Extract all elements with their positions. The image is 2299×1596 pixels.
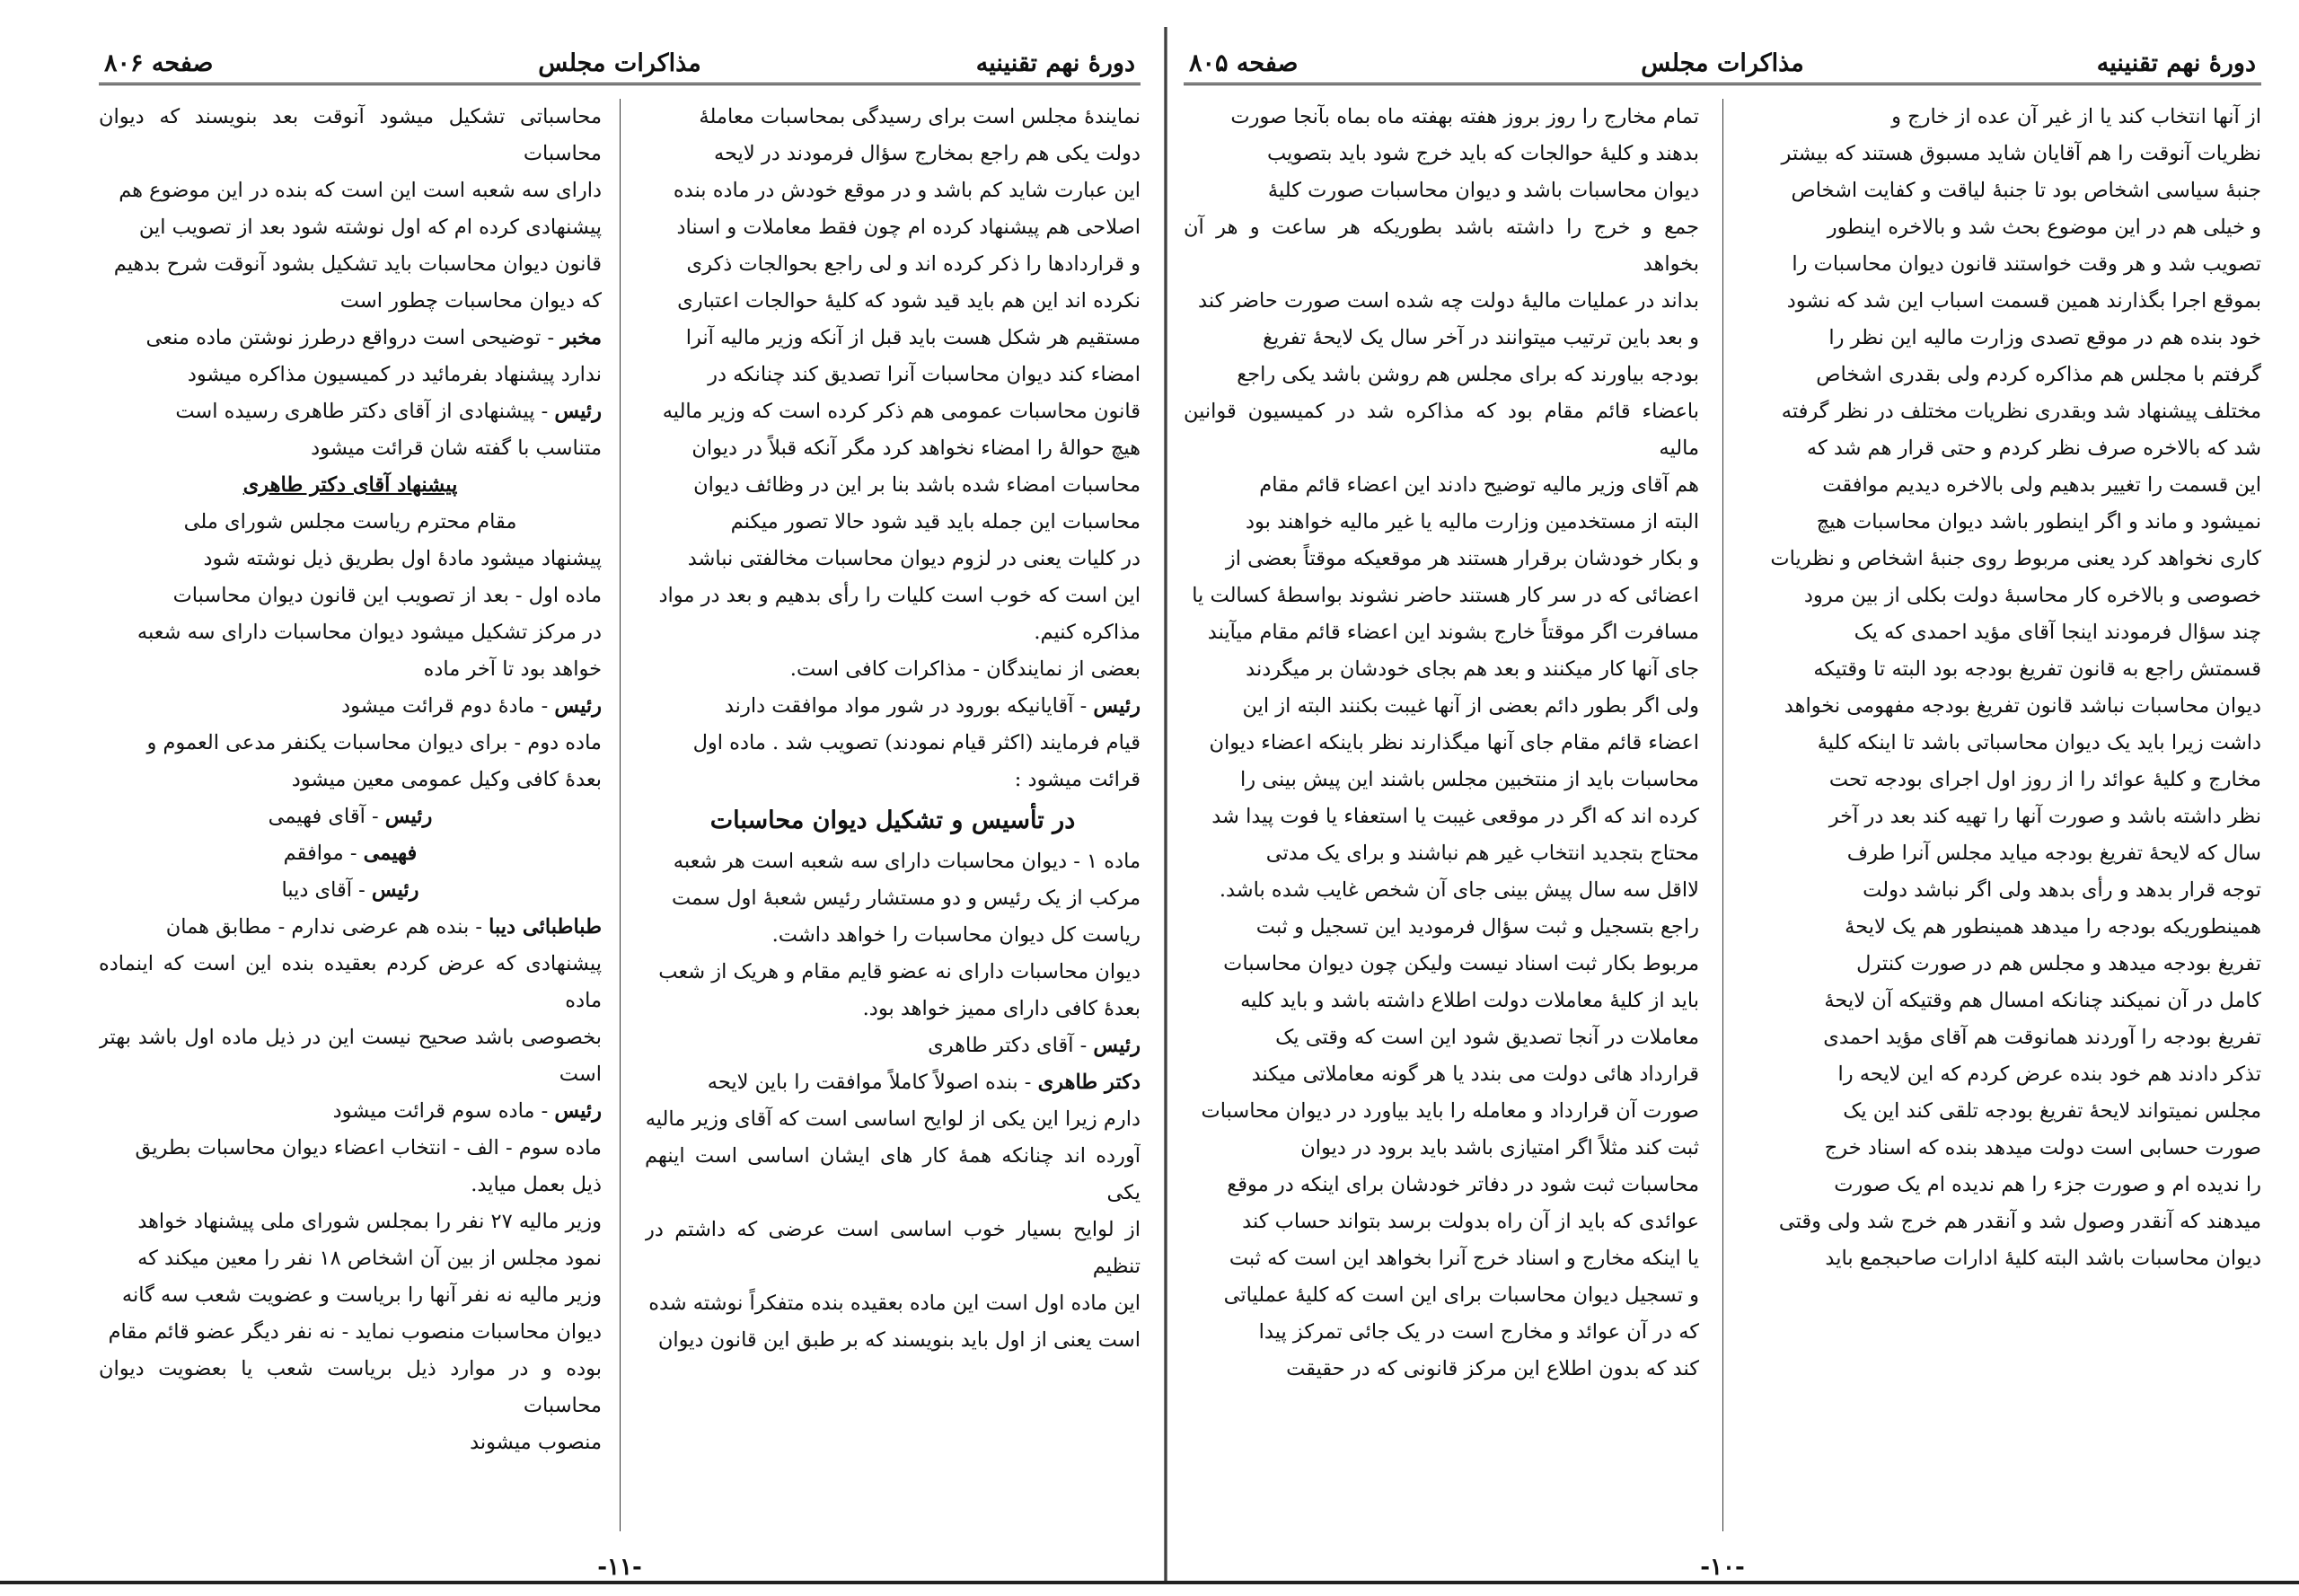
text-line: اصلاحی هم پیشنهاد کرده ام چون فقط معاملات و اسناد [676,216,1141,239]
text-line: بدهند و کلیهٔ حوالجات که باید خرج شود باید بتصویب [1266,142,1699,165]
text-line: آورده اند چنانکه همهٔ کار های ایشان اساسی است اینهم یکی [645,1144,1141,1204]
speaker-name: رئیس [384,805,433,828]
page-number-label: صفحه ۸۰۶ [104,49,214,77]
speech-line [99,835,602,872]
folio-number: -۱۰- [1700,1554,1745,1581]
text-line: لااقل سه سال پیش بینی جای آن شخص غایب شده باشد. [1219,878,1699,902]
text-line: سال که لایحهٔ تفریغ بودجه میاید مجلس آنرا طرف [1846,842,2261,865]
proposal-title [99,467,602,504]
text-line: که دیوان محاسبات چطور است [339,289,602,313]
text-line: دیوان محاسبات منصوب نماید - نه نفر دیگر عضو قائم مقام [108,1320,602,1344]
text-line: بعدهٔ کافی دارای ممیز خواهد بود. [862,997,1141,1020]
text-line: محاسبات امضاء شده باشد بنا بر این در وظائف دیوان [693,473,1141,497]
text-line: گرفتم با مجلس هم مذاکره کردم ولی بقدری اشخاص [1816,363,2261,386]
text-line: باعضاء قائم مقام بود که مذاکره شد در کمیسیون قوانین مالیه [1184,400,1699,460]
text-line: قسمتش راجع به قانون تفریغ بودجه بود البته تا وقتیکه [1813,657,2261,681]
text-line: مسافرت اگر موقتاً خارج بشوند این اعضاء قائم مقام میآیند [1207,621,1699,644]
speech-line [645,1064,1141,1101]
speech-text: - ماده سوم قرائت میشود [332,1099,555,1123]
text-line: کرده اند که اگر در موقعی غیبت یا استعفاء یا فوت پیدا شد [1211,805,1699,828]
text-line: تذکر دادند هم خود بنده عرض کردم که این لایحه را [1837,1063,2261,1086]
section-heading: در تأسیس و تشکیل دیوان محاسبات [709,807,1076,834]
text-line: نظریات آنوقت را هم آقایان شاید مسبوق هستند که بیشتر [1781,142,2261,165]
text-line: جای آنها کار میکنند و بعد هم بجای خودشان بر میگردند [1246,657,1699,681]
text-line: نمیشود و ماند و اگر اینطور باشد دیوان محاسبات هیچ [1816,510,2261,533]
text-line: را ندیده ام و صورت جزء را هم ندیده ام یک صورت [1834,1173,2261,1196]
text-column-left [1184,99,1699,1531]
speech-line [99,872,602,909]
speaker-name: رئیس [1093,694,1141,718]
speaker-name: مخبر [560,326,602,349]
text-line: امضاء کند دیوان محاسبات آنرا تصدیق کند چنانکه در [708,363,1141,386]
text-line: مربوط بکار ثبت اسناد نیست ولیکن چون دیوان محاسبات [1223,952,1699,975]
text-line: این ماده اول است این ماده بعقیده بنده متفکراً نوشته شده [648,1292,1141,1315]
text-line: بودجه بیاورند که برای مجلس هم روشن باشد یکی راجع [1237,363,1699,386]
page-header [99,45,1141,85]
text-line: دیوان محاسبات نباشد قانون تفریغ بودجه مفهومی نخواهد [1784,694,2261,718]
text-line: که در آن عوائد و مخارج است در یک جائی تمرکز پیدا [1258,1320,1699,1344]
text-line: محاسبات این جمله باید قید شود حالا تصور میکنم [730,510,1141,533]
speech-line [645,688,1141,725]
text-line: مجلس نمیتواند لایحهٔ تفریغ بودجه تلقی کند این یک [1843,1099,2261,1123]
text-line: منصوب میشوند [470,1431,602,1454]
text-line: هیچ حوالهٔ را امضاء نخواهد کرد مگر آنکه قبلاً در دیوان [691,436,1141,460]
text-line: کاری نخواهد کرد یعنی مربوط روی جنبهٔ اشخاص و نظریات [1770,547,2261,570]
text-line: البته از مستخدمین وزارت مالیه یا غیر مالیه خواهند بود [1246,510,1699,533]
text-line: نمایندهٔ مجلس است برای رسیدگی بمحاسبات معاملهٔ [699,105,1141,128]
text-line: خصوصی و بالاخره کار محاسبهٔ دولت بکلی از بین مرود [1803,584,2261,607]
text-line: بوده و در موارد ذیل بریاست شعب یا بعضویت دیوان محاسبات [99,1357,602,1417]
text-columns [1184,99,2261,1531]
text-line: محاسباتی تشکیل میشود آنوقت بعد بنویسند که دیوان محاسبات [99,105,602,165]
text-line: تصویب شد و هر وقت خواستند قانون دیوان محاسبات را [1792,252,2261,276]
session-label: دورهٔ نهم تقنینیه [975,49,1135,77]
text-line: نمود مجلس از بین آن اشخاص ۱۸ نفر را معین میکند که [137,1247,602,1270]
text-line: قیام فرمایند (اکثر قیام نمودند) تصویب شد . ماده اول [692,731,1141,754]
book-gutter [1164,27,1167,1581]
text-line: محتاج بتجدید انتخاب غیر هم نباشند و برای یک مدتی [1265,842,1699,865]
text-line: محاسبات باید از منتخبین مجلس باشند این پیش بینی را [1239,768,1699,791]
speech-text: - بنده اصولاً کاملاً موافقت را باین لایحه [707,1071,1038,1094]
text-column-right [1753,99,2261,1531]
header-title: مذاکرات مجلس [1641,49,1804,77]
text-line: پیشنهادی کرده ام که اول نوشته شود بعد از تصویب این [138,216,602,239]
text-line: از آنها انتخاب کند یا از غیر آن عده از خارج و [1891,105,2261,128]
text-line: ماده سوم - الف - انتخاب اعضاء دیوان محاسبات بطریق [135,1136,602,1160]
speech-line [645,1027,1141,1064]
text-line: بعدهٔ کافی وکیل عمومی معین میشود [291,768,602,791]
text-line: تمام مخارج را روز بروز هفته بهفته ماه بماه بآنجا صورت [1230,105,1699,128]
text-line: این است که خوب است کلیات را رأی بدهیم و بعد در مواد [658,584,1141,607]
text-line: کند که بدون اطلاع این مرکز قانونی که در حقیقت [1286,1357,1699,1380]
text-line: ندارد پیشنهاد بفرمائید در کمیسیون مذاکره میشود [187,363,602,386]
text-line: اعضائی که در سر کار هستند حاضر نشوند بواسطهٔ کسالت یا [1192,584,1699,607]
text-line: بعضی از نمایندگان - مذاکرات کافی است. [789,657,1141,681]
column-divider [620,99,621,1531]
speech-text: - آقایانیکه بورود در شور مواد موافقت دارند [724,694,1094,718]
text-line: بموقع اجرا بگذارند همین قسمت اسباب این شد که نشود [1786,289,2261,313]
text-line: تفریغ بودجه را آوردند همانوقت هم آقای مؤید احمدی [1823,1026,2261,1049]
text-line: ماده دوم - برای دیوان محاسبات یکنفر مدعی العموم و [146,731,602,754]
right-page [1184,45,2261,1585]
text-line: هم آقای وزیر مالیه توضیح دادند این اعضاء قائم مقام [1259,473,1699,497]
text-line: وزیر مالیه نه نفر آنها را بریاست و عضویت شعب سه گانه [121,1283,602,1307]
text-line: عوائدی که باید از آن راه بدولت برسد بتواند حساب کند [1242,1210,1699,1233]
text-columns [99,99,1141,1531]
text-line: جمع و خرج را داشته باشد بطوریکه هر ساعت و هر آن بخواهد [1184,216,1699,276]
speaker-name: رئیس [1093,1034,1141,1057]
text-line: مخارج و کلیهٔ عوائد را از روز اول اجرای بودجه تحت [1828,768,2261,791]
text-line: ولی اگر بطور دائم بعضی از آنها غیبت بکنند البته از این [1242,694,1699,718]
column-divider [1722,99,1723,1531]
text-line: ماده ۱ - دیوان محاسبات دارای سه شعبه است هر شعبه [673,850,1141,873]
header-title: مذاکرات مجلس [538,49,701,77]
folio-number: -۱۱- [597,1554,642,1581]
proposal-title-text: پیشنهاد آقای دکتر طاهری [242,473,458,497]
text-line: متناسب با گفته شان قرائت میشود [311,436,602,460]
text-line: دیوان محاسبات دارای نه عضو قایم مقام و هریک از شعب [658,960,1141,983]
text-line: معاملات در آنجا تصدیق شود این است که وقتی یک [1275,1026,1699,1049]
speaker-name: رئیس [554,400,602,423]
text-line: در مرکز تشکیل میشود دیوان محاسبات دارای سه شعبه [137,621,602,644]
text-line: قرائت میشود : [1014,768,1141,791]
page-number-label: صفحه ۸۰۵ [1189,49,1299,77]
speaker-name: رئیس [554,1099,602,1123]
text-line: این عبارت شاید کم باشد و در موقع خودش در ماده بنده [673,179,1141,202]
text-line: و قراردادها را ذکر کرده اند و لی راجع بحوالجات ذکری [686,252,1141,276]
text-line: راجع بتسجیل و ثبت سؤال فرمودید این تسجیل و ثبت [1255,915,1699,939]
text-column-left [99,99,602,1531]
page-header [1184,45,2261,85]
text-line: دیوان محاسبات باشد و دیوان محاسبات صورت کلیهٔ [1267,179,1699,202]
speech-text: - آقای دیبا [281,878,372,902]
speaker-name: طباطبائی دیبا [489,915,602,939]
text-line: دارای سه شعبه است این است که بنده در این موضوع هم [119,179,602,202]
text-line: چند سؤال فرمودند اینجا آقای مؤید احمدی که یک [1854,621,2261,644]
text-line: بداند در عملیات مالیهٔ دولت چه شده است صورت حاضر کند [1198,289,1699,313]
speech-line [99,320,602,357]
text-line: دیوان محاسبات باشد البته کلیهٔ ادارات صاحبجمع باید [1825,1247,2261,1270]
speaker-name: دکتر طاهری [1037,1071,1141,1094]
speech-line [99,909,602,946]
text-line: ذیل بعمل میاید. [471,1173,602,1196]
speech-line [99,798,602,835]
speaker-name: رئیس [554,694,602,718]
speech-text: - مادهٔ دوم قرائت میشود [341,694,555,718]
text-line: بخصوصی باشد صحیح نیست این در ذیل ماده اول باشد بهتر است [99,1026,602,1086]
text-line: و خیلی هم در این موضوع بحث شد و بالاخره اینطور [1827,216,2261,239]
speech-line [99,393,602,430]
speaker-name: فهیمی [363,842,418,865]
session-label: دورهٔ نهم تقنینیه [2096,49,2256,77]
text-line: نظر داشته باشد و صورت آنها را تهیه کند بعد در آخر [1828,805,2261,828]
text-line: مستقیم هر شکل هست باید قبل از آنکه وزیر مالیه آنرا [685,326,1141,349]
text-line: قانون محاسبات عمومی هم ذکر کرده است که وزیر مالیه [662,400,1141,423]
text-line: از لوایح بسیار خوب اساسی است عرضی که داشتم در تنظیم [645,1218,1141,1278]
speech-line [99,688,602,725]
speech-text: - پیشنهادی از آقای دکتر طاهری رسیده است [175,400,555,423]
text-line: است یعنی از اول باید بنویسند که بر طبق این قانون دیوان [657,1328,1141,1352]
text-line: ریاست کل دیوان محاسبات را خواهد داشت. [771,923,1141,947]
text-line: جنبهٔ سیاسی اشخاص بود تا جنبهٔ لیاقت و کفایت اشخاص [1791,179,2261,202]
text-line: دارم زیرا این یکی از لوایح اساسی است که آقای وزیر مالیه [645,1107,1141,1131]
text-line: مختلف پیشنهاد شد وبقدری نظریات مختلف در نظر گرفته [1781,400,2261,423]
speech-text: - بنده هم عرضی ندارم - مطابق همان [165,915,489,939]
text-line: صورت حسابی است دولت میدهد بنده که اسناد خرج [1824,1136,2261,1160]
text-line: ماده اول - بعد از تصویب این قانون دیوان محاسبات [172,584,602,607]
text-line: وزیر مالیه ۲۷ نفر را بمجلس شورای ملی پیشنهاد خواهد [137,1210,602,1233]
text-line: خواهد بود تا آخر ماده [423,657,602,681]
left-page [99,45,1141,1585]
text-line: دولت یکی هم راجع بمخارج سؤال فرمودند در لایحه [714,142,1141,165]
text-line: باید از کلیهٔ معاملات دولت اطلاع داشته باشد و باید کلیه [1240,989,1699,1012]
text-line: مرکب از یک رئیس و دو مستشار رئیس شعبهٔ اول سمت [672,886,1141,910]
text-line: مذاکره کنیم. [1034,621,1141,644]
speech-text: - آقای دکتر طاهری [928,1034,1094,1057]
text-line: همینطوریکه بودجه را میدهد همینطور هم یک لایحهٔ [1845,915,2261,939]
text-column-right [645,99,1141,1531]
text-line: توجه قرار بدهد و رأی بدهد ولی اگر نباشد دولت [1863,878,2261,902]
page-bottom-edge [0,1581,2299,1584]
text-line: محاسبات ثبت شود در دفاتر خودشان برای اینکه در موقع [1227,1173,1699,1196]
text-line: پیشنهاد میشود مادهٔ اول بطریق ذیل نوشته شود [203,547,602,570]
text-line: داشت زیرا باید یک دیوان محاسباتی باشد تا اینکه کلیهٔ [1817,731,2261,754]
text-line: قرارداد هائی دولت می بندد یا هر گونه معاملاتی میکند [1251,1063,1699,1086]
centered-line: مقام محترم ریاست مجلس شورای ملی [183,510,517,533]
speech-text: - آقای فهیمی [268,805,385,828]
text-line: میدهند که آنقدر وصول شد و آنقدر هم خرج شد ولی وقتی [1778,1210,2261,1233]
text-line: کامل در آن نمیکند چنانکه امسال هم وقتیکه آن لایحهٔ [1824,989,2261,1012]
text-line: و بکار خودشان برقرار هستند هر موقعیکه موقتاً بعضی از [1225,547,1699,570]
text-line: و تسجیل دیوان محاسبات برای این است که کلیهٔ عملیاتی [1223,1283,1699,1307]
text-line: ثبت کند مثلاً اگر امتیازی باشد باید برود در دیوان [1300,1136,1699,1160]
text-line: تفریغ بودجه میدهد و مجلس هم در صورت کنترل [1856,952,2261,975]
text-line: یا اینکه مخارج و اسناد خرج آنرا بخواهد این است که ثبت [1229,1247,1699,1270]
speech-text: - توضیحی است درواقع درطرز نوشتن ماده منعی [145,326,561,349]
text-line: قانون دیوان محاسبات باید تشکیل بشود آنوقت شرح بدهیم [113,252,602,276]
speech-line [99,1093,602,1130]
text-line: خود بنده هم در موقع تصدی وزارت مالیه این نظر را [1828,326,2261,349]
text-line: شد که بالاخره صرف نظر کردم و حتی قرار هم شد که [1806,436,2261,460]
speech-text: - موافقم [283,842,364,865]
speaker-name: رئیس [371,878,419,902]
text-line: و بعد باین ترتیب میتوانند در آخر سال یک لایحهٔ تفریغ [1263,326,1699,349]
text-line: این قسمت را تغییر بدهیم ولی بالاخره دیدیم موافقت [1822,473,2261,497]
text-line: پیشنهادی که عرض کردم بعقیده بنده این است که اینماده ماده [99,952,602,1012]
text-line: صورت آن قرارداد و معامله را باید بیاورد در دیوان محاسبات [1201,1099,1699,1123]
text-line: اعضاء قائم مقام جای آنها میگذارند نظر باینکه اعضاء دیوان [1209,731,1699,754]
text-line: نکرده اند این هم باید قید شود که کلیهٔ حوالجات اعتباری [677,289,1141,313]
text-line: در کلیات یعنی در لزوم دیوان محاسبات مخالفتی نباشد [687,547,1141,570]
